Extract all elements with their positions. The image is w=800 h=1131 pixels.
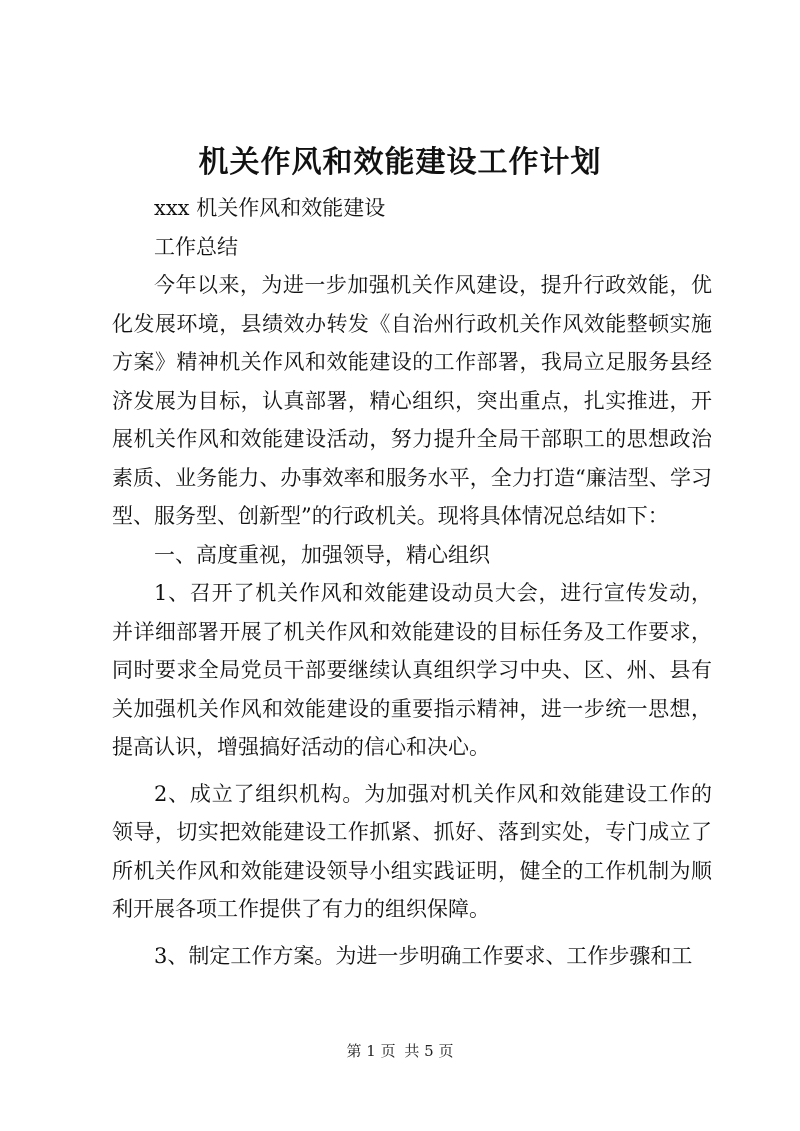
document-title: 机关作风和效能建设工作计划 [198,145,602,180]
page-total: 共 5 页 [404,1042,454,1060]
page-number: 第 1 页 [346,1042,396,1060]
paragraph-item-2: 2、成立了组织机构。为加强对机关作风和效能建设工作的领导，切实把效能建设工作抓紧、抓好、落到实处，专门成立了所机关作风和效能建设领导小组实践证明，健全的工作机制为顺利开展各项工作提供了有力的组织保障。 [112,781,712,921]
section-heading-1: 一、高度重视，加强领导，精心组织 [154,542,490,567]
paragraph-intro: 今年以来，为进一步加强机关作风建设，提升行政效能，优化发展环境，县绩效办转发《自治州行政机关作风效能整顿实施方案》精神机关作风和效能建设的工作部署，我局立足服务县经济发展为目标，认真部署，精心组织，突出重点，扎实推进，开展机关作风和效能建设活动，努力提升全局干部职工的思想政治素质、业务能力、办事效率和服务水平，全力打造“廉洁型、学习型、服务型、创新型”的行政机关。现将具体情况总结如下： [112,273,712,528]
page-footer [0,1041,800,1061]
document-body [112,189,712,975]
paragraph-item-1: 1、召开了机关作风和效能建设动员大会，进行宣传发动，并详细部署开展了机关作风和效能建设的目标任务及工作要求，同时要求全局党员干部要继续认真组织学习中央、区、州、县有关加强机关作风和效能建设的重要指示精神，进一步统一思想，提高认识，增强搞好活动的信心和决心。 [112,581,712,759]
paragraph-heading-summary: 工作总结 [154,234,238,259]
paragraph-item-3: 3、制定工作方案。为进一步明确工作要求、工作步骤和工 [154,943,693,968]
paragraph-subtitle: xxx 机关作风和效能建设 [154,196,386,220]
